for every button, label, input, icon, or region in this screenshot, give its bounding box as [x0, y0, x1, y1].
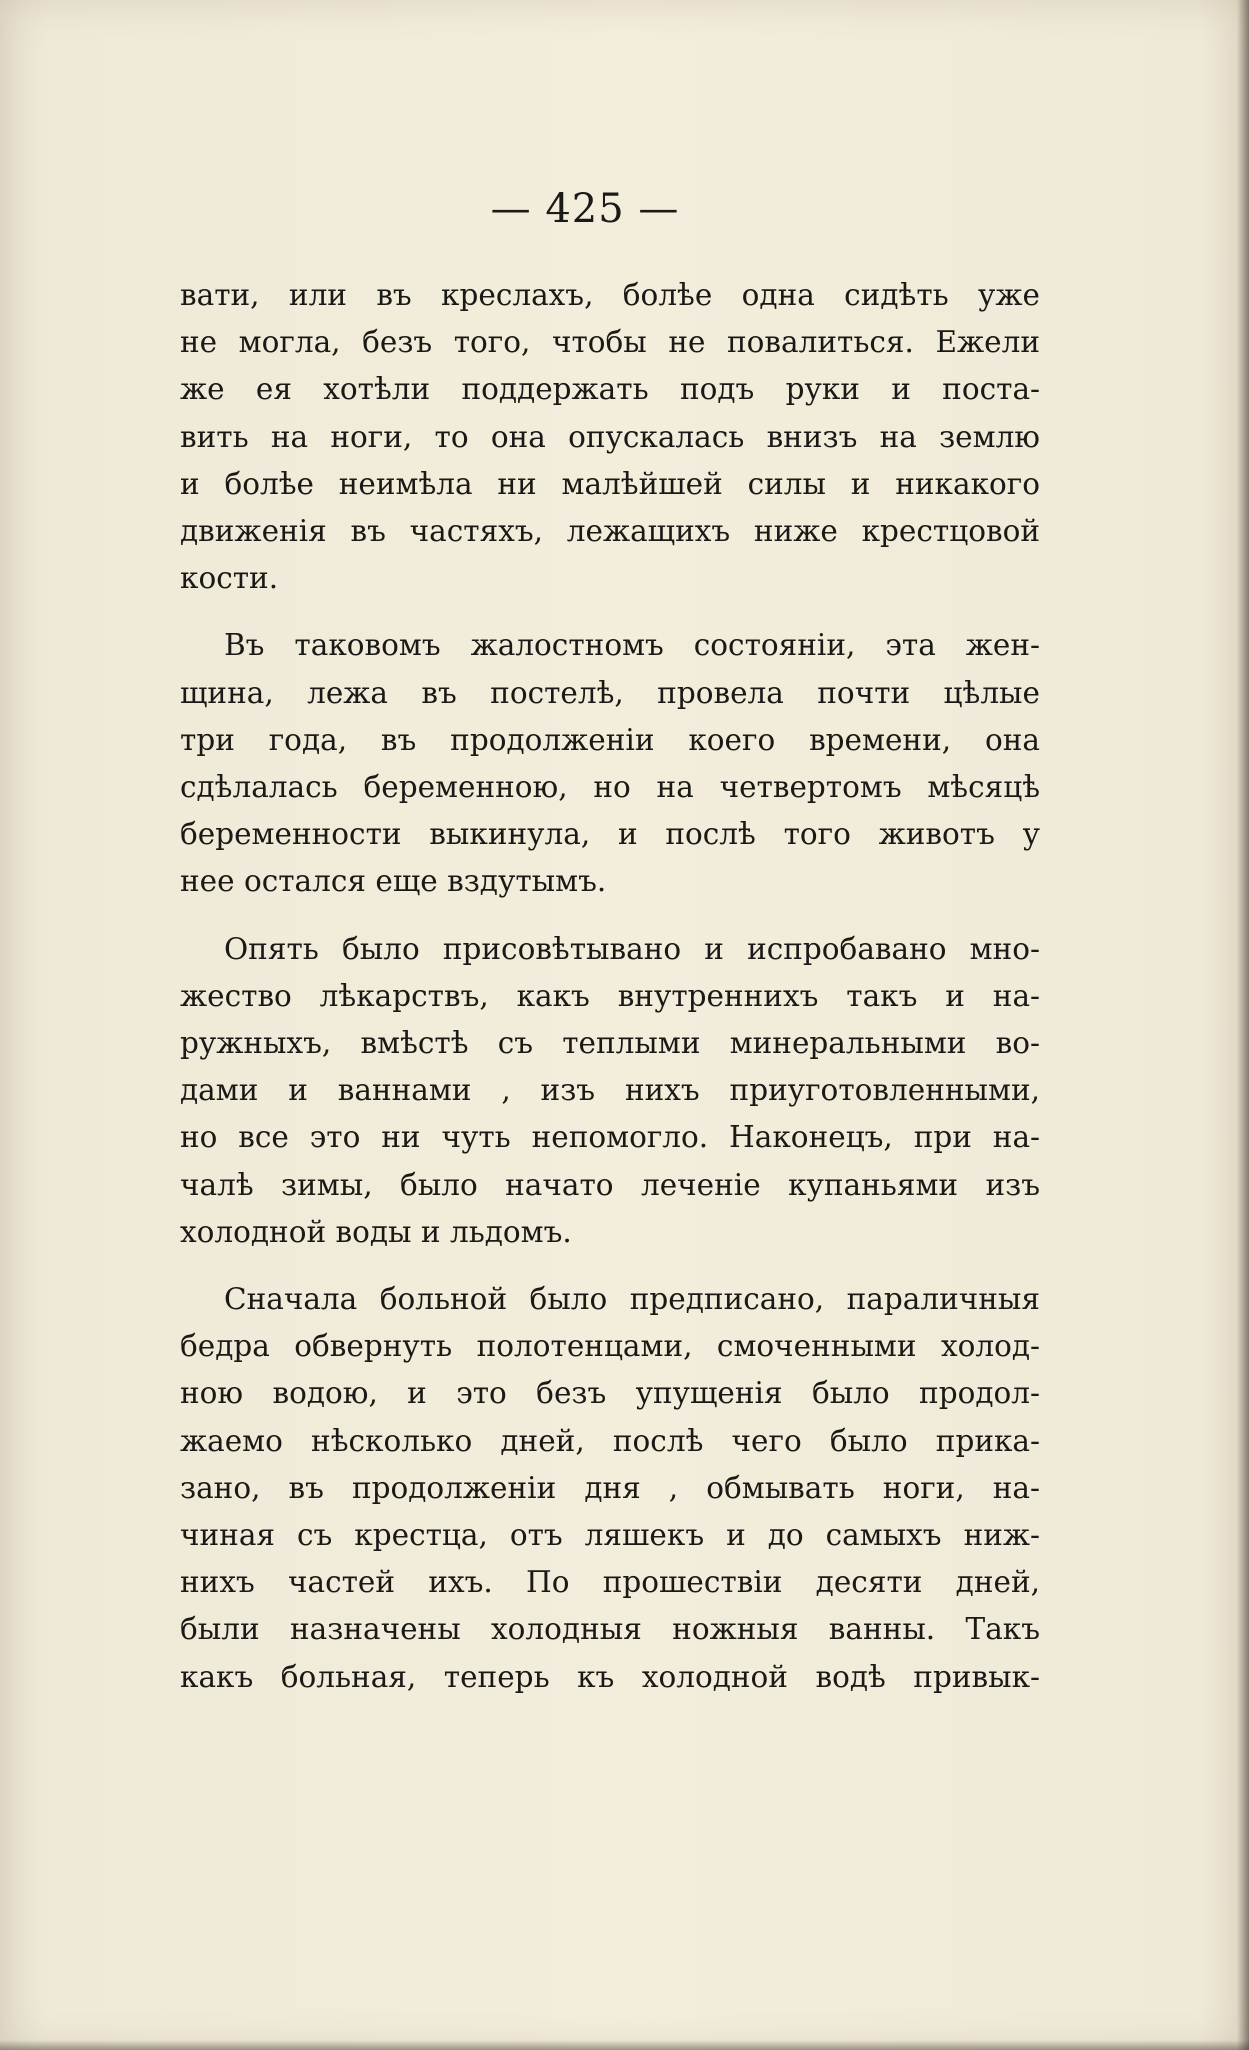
text-line: кости.: [180, 561, 279, 596]
text-line: бедра обвернуть полотенцами, смоченными холод-: [180, 1329, 1040, 1364]
paragraph-4: [180, 1276, 1040, 1701]
text-line: три года, въ продолженіи коего времени, она: [180, 722, 1040, 757]
text-line: Сначала больной было предписано, параличныя: [224, 1282, 1040, 1317]
text-line: были назначены холодныя ножныя ванны. Такъ: [180, 1612, 1040, 1647]
text-line: холодной воды и льдомъ.: [180, 1214, 572, 1249]
text-line: беременности выкинула, и послѣ того животъ у: [180, 817, 1040, 852]
text-line: ною водою, и это безъ упущенія было продол-: [180, 1376, 1040, 1411]
text-line: же ея хотѣли поддержать подъ руки и поста-: [180, 372, 1040, 407]
text-line: зано, въ продолженіи дня , обмывать ноги, на-: [180, 1470, 1040, 1505]
text-line: Въ таковомъ жалостномъ состояніи, эта жен-: [224, 628, 1040, 663]
text-line: жаемо нѣсколько дней, послѣ чего было прика-: [180, 1423, 1040, 1458]
text-line: чалѣ зимы, было начато леченіе купаньями изъ: [180, 1167, 1040, 1202]
text-line: какъ больная, теперь къ холодной водѣ привык-: [180, 1659, 1040, 1694]
text-line: жество лѣкарствъ, какъ внутреннихъ такъ и на-: [180, 978, 1040, 1013]
page-edge-shadow-bottom: [0, 2040, 1249, 2050]
text-line: нее остался еще вздутымъ.: [180, 864, 607, 899]
text-line: вить на ноги, то она опускалась внизъ на землю: [180, 419, 1040, 454]
text-line: вати, или въ креслахъ, болѣе одна сидѣть уже: [180, 278, 1040, 312]
page-number: — 425 —: [490, 186, 680, 232]
text-line: ружныхъ, вмѣстѣ съ теплыми минеральными во-: [180, 1026, 1040, 1061]
text-line: но все это ни чуть непомогло. Наконецъ, при на-: [180, 1120, 1040, 1155]
text-line: щина, лежа въ постелѣ, провела почти цѣлые: [180, 675, 1040, 710]
page-edge-shadow-right: [1237, 0, 1249, 2050]
text-line: дами и ваннами , изъ нихъ приуготовленными,: [180, 1073, 1040, 1108]
paragraph-3: [180, 926, 1040, 1256]
text-line: чиная съ крестца, отъ ляшекъ и до самыхъ ниж-: [180, 1518, 1040, 1553]
text-line: и болѣе неимѣла ни малѣйшей силы и никакого: [180, 466, 1040, 501]
text-line: Опять было присовѣтывано и испробавано мно-: [224, 931, 1040, 966]
body-text: [180, 272, 1040, 1701]
paragraph-1: [180, 272, 1040, 602]
text-line: движенія въ частяхъ, лежащихъ ниже крестцовой: [180, 514, 1040, 549]
text-line: нихъ частей ихъ. По прошествіи десяти дней,: [180, 1565, 1040, 1600]
paragraph-2: [180, 622, 1040, 905]
text-line: не могла, безъ того, чтобы не повалиться. Ежели: [180, 325, 1040, 360]
text-line: сдѣлалась беременною, но на четвертомъ мѣсяцѣ: [180, 770, 1040, 805]
